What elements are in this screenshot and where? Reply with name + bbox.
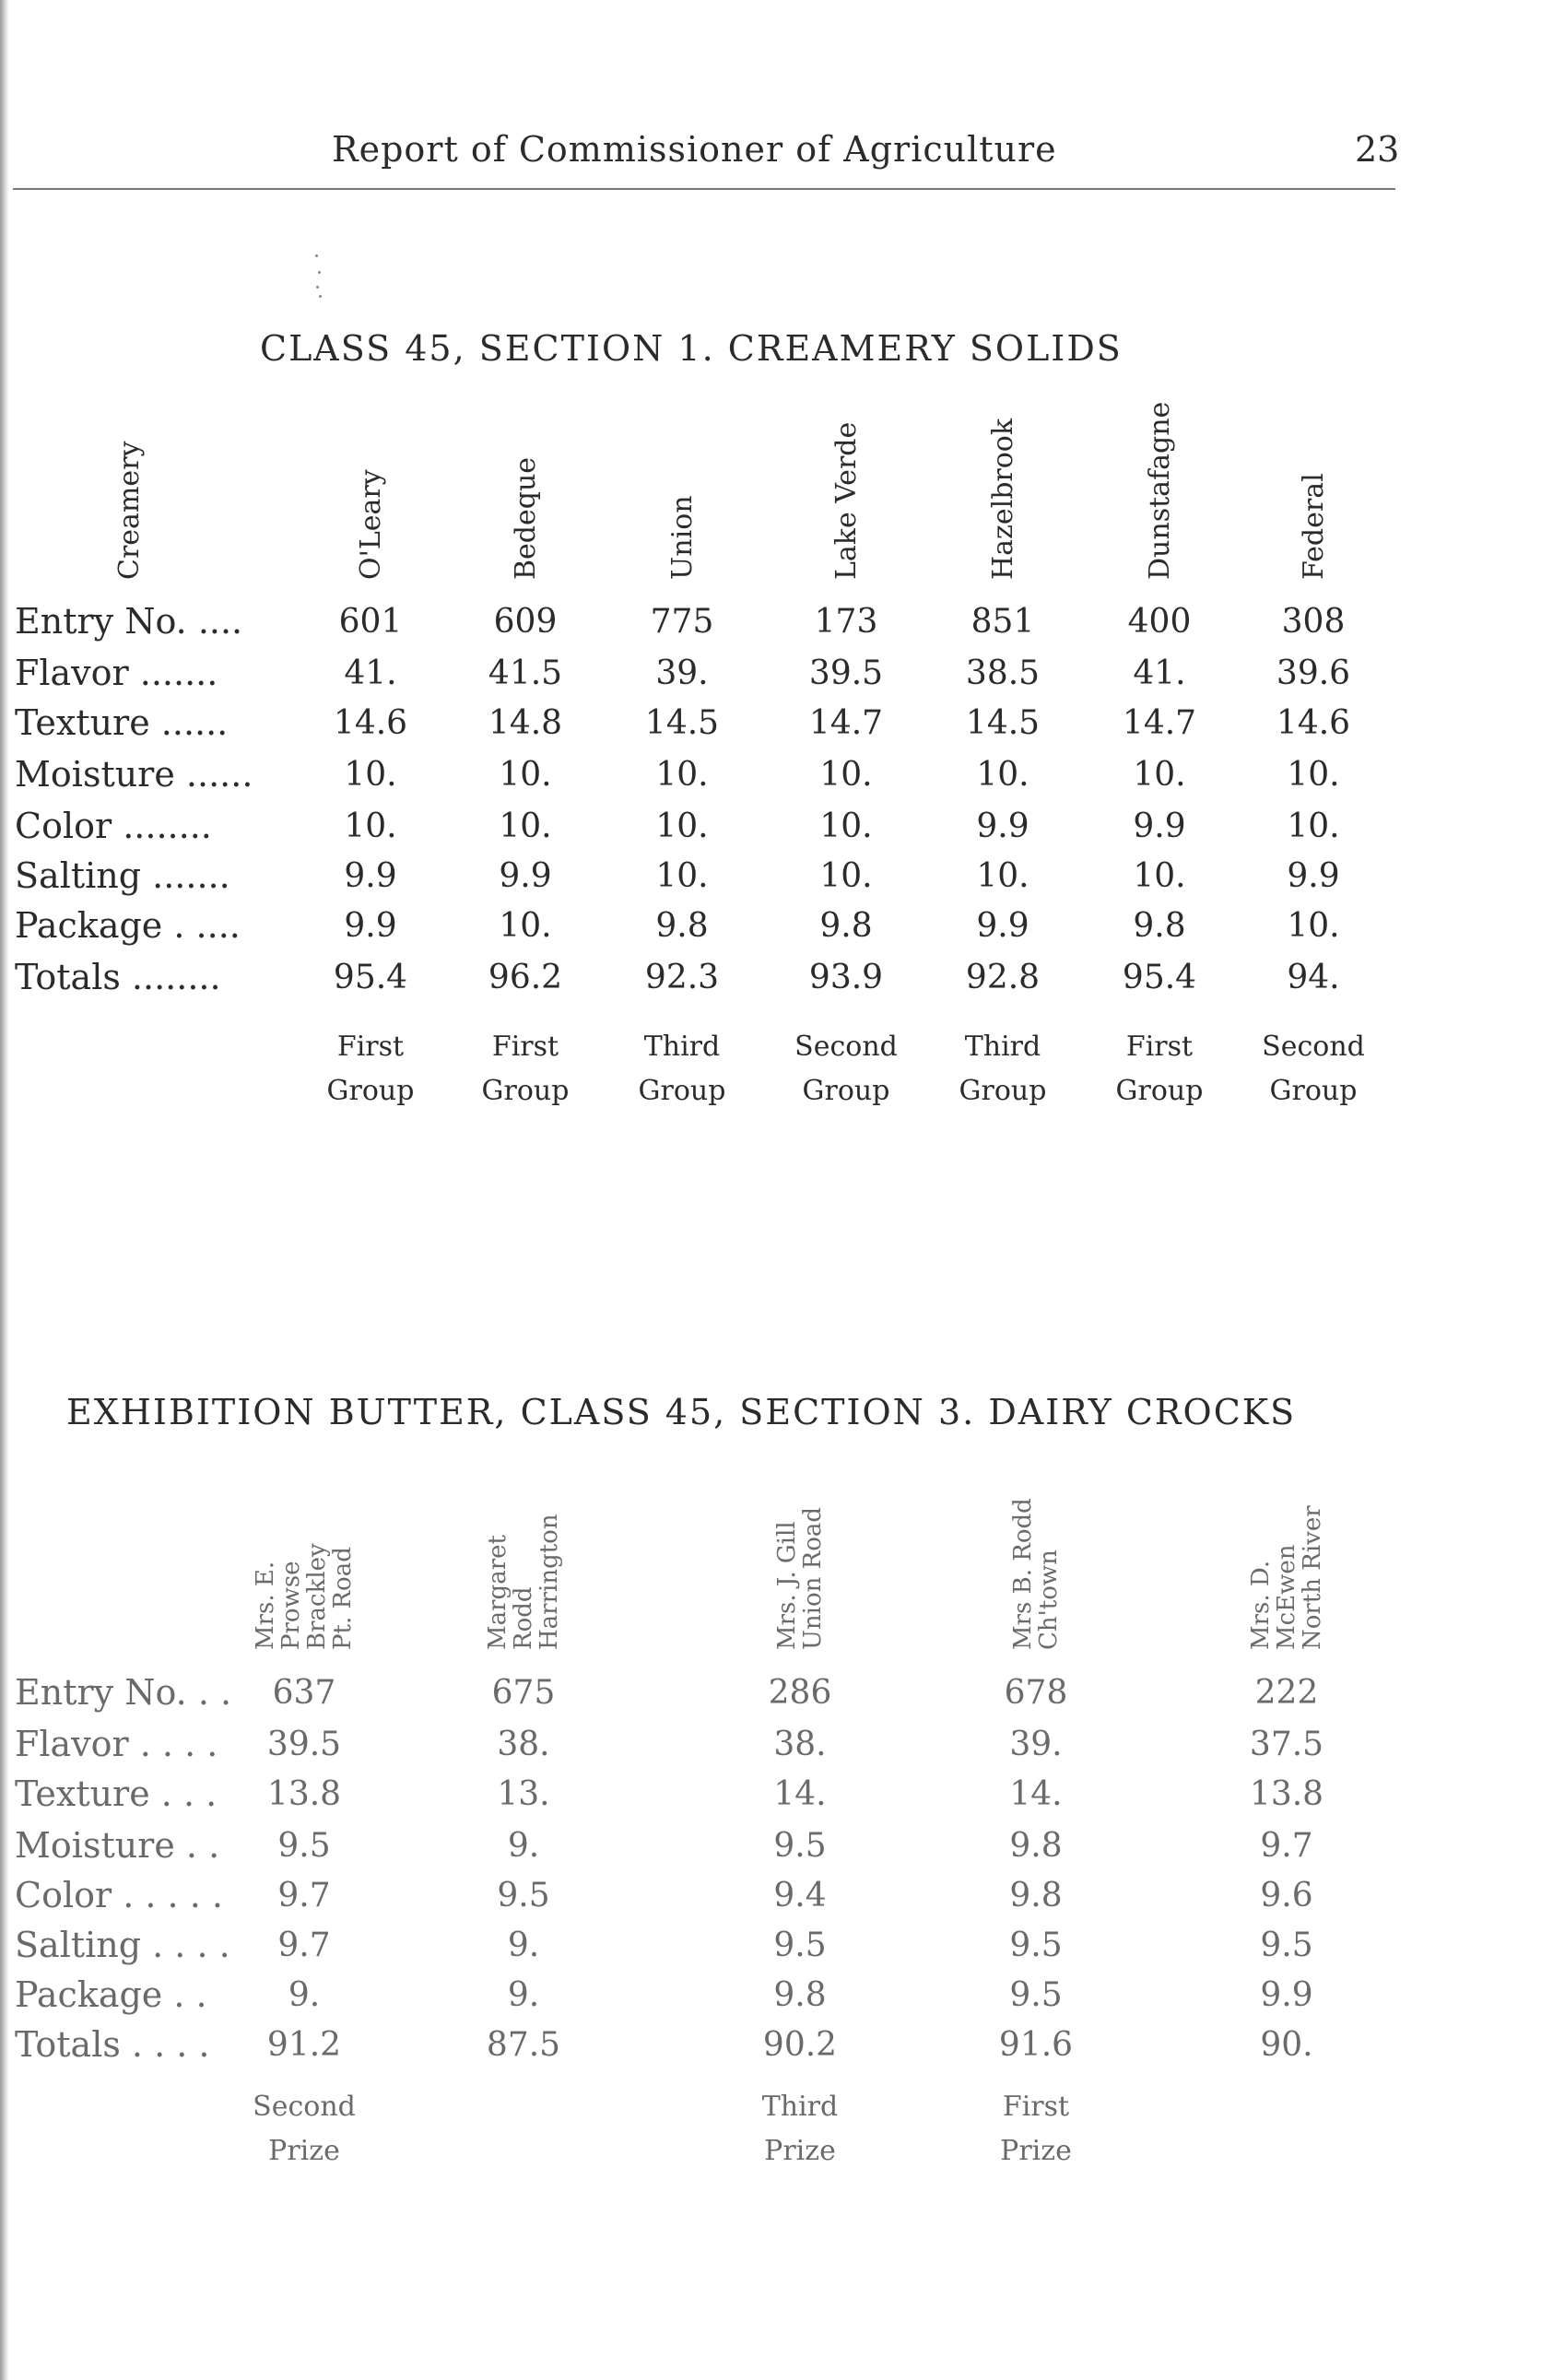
award-line1: Third xyxy=(964,1031,1041,1063)
table-cell: 38. xyxy=(773,1726,827,1763)
award-line1: First xyxy=(336,1031,405,1063)
row-label: Texture ...... xyxy=(15,702,229,743)
award-line1: First xyxy=(1002,2091,1070,2123)
table-cell: 10. xyxy=(976,857,1029,895)
table-cell: 10. xyxy=(655,807,709,845)
table-cell: 9.9 xyxy=(344,857,397,895)
column-header-o-leary: O'Leary xyxy=(355,469,387,580)
column-header-exhibitor xyxy=(253,1543,356,1650)
exhibitor-name-line: Harrington xyxy=(535,1514,563,1650)
table-cell: 9.8 xyxy=(773,1976,827,2014)
table-cell: 9.5 xyxy=(773,1827,827,1865)
table-cell: 9.8 xyxy=(819,907,873,945)
exhibitor-name-line: Prowse xyxy=(277,1561,305,1650)
award-line2: Prize xyxy=(764,2135,836,2167)
table-cell: 10. xyxy=(499,756,552,794)
award-label xyxy=(1000,2085,1072,2174)
award-line2: Prize xyxy=(1000,2135,1072,2167)
column-header-exhibitor xyxy=(485,1514,562,1650)
table-cell: 9.5 xyxy=(1009,1926,1063,1964)
award-line2: Prize xyxy=(268,2135,340,2167)
award-label xyxy=(1116,1025,1204,1113)
row-label: Entry No. . . xyxy=(15,1672,232,1713)
column-header-exhibitor xyxy=(1010,1498,1062,1650)
table-cell: 93.9 xyxy=(808,959,884,996)
award-label xyxy=(482,1025,570,1113)
table-cell: 13.8 xyxy=(1249,1775,1324,1813)
award-label xyxy=(794,1025,898,1113)
table-cell: 14.8 xyxy=(488,704,563,742)
award-label xyxy=(327,1025,415,1113)
table-cell: 609 xyxy=(493,603,558,641)
row-label: Salting . . . . xyxy=(15,1925,230,1965)
column-header-exhibitor xyxy=(1248,1505,1325,1650)
table-cell: 10. xyxy=(976,756,1029,794)
table-cell: 851 xyxy=(970,603,1035,641)
award-label xyxy=(253,2085,356,2174)
column-header-bedeque: Bedeque xyxy=(510,456,542,580)
exhibitor-name-line: North River xyxy=(1299,1505,1326,1650)
table-cell: 9.4 xyxy=(773,1877,827,1915)
table-cell: 14.7 xyxy=(1122,704,1197,742)
table-cell: 10. xyxy=(1287,907,1340,945)
table-cell: 95.4 xyxy=(1122,959,1197,996)
table-cell: 94. xyxy=(1287,959,1340,996)
table-cell: 14.6 xyxy=(1276,704,1351,742)
award-line2: Group xyxy=(326,1075,415,1107)
table-cell: 10. xyxy=(1133,756,1186,794)
table-cell: 10. xyxy=(655,857,709,895)
table-cell: 41. xyxy=(1133,654,1186,692)
exhibitor-name-line: Ch'town xyxy=(1035,1549,1063,1650)
table-cell: 637 xyxy=(272,1674,336,1712)
table-cell: 675 xyxy=(491,1674,556,1712)
header-rule xyxy=(13,188,1395,190)
table-cell: 10. xyxy=(1133,857,1186,895)
exhibitor-name-line: Mrs. E. xyxy=(252,1561,279,1650)
table-cell: 87.5 xyxy=(486,2026,561,2064)
running-head-title: Report of Commissioner of Agriculture xyxy=(332,129,1057,170)
award-line2: Group xyxy=(802,1075,890,1107)
table-cell: 308 xyxy=(1281,603,1346,641)
table-cell: 9.9 xyxy=(499,857,552,895)
exhibitor-name-line: Pt. Road xyxy=(329,1547,357,1650)
table-cell: 9.5 xyxy=(497,1877,550,1915)
table-cell: 9.7 xyxy=(277,1877,331,1915)
table-cell: 14.6 xyxy=(333,704,408,742)
table-cell: 41.5 xyxy=(488,654,563,692)
table-cell: 10. xyxy=(344,807,397,845)
column-header-lake-verde: Lake Verde xyxy=(830,421,863,580)
row-label: Moisture ...... xyxy=(15,754,253,795)
table-cell: 10. xyxy=(819,807,873,845)
table-cell: 9.5 xyxy=(1009,1976,1063,2014)
table-cell: 13. xyxy=(497,1775,550,1813)
row-label: Texture . . . xyxy=(15,1773,218,1814)
table-cell: 9.9 xyxy=(1133,807,1186,845)
table-cell: 95.4 xyxy=(333,959,408,996)
table-cell: 9.8 xyxy=(655,907,709,945)
header-creamery: Creamery xyxy=(113,441,146,580)
table-cell: 90.2 xyxy=(762,2026,838,2064)
table-cell: 14. xyxy=(1009,1775,1063,1813)
table-cell: 39.5 xyxy=(266,1726,342,1763)
row-label: Flavor ....... xyxy=(15,653,218,693)
award-label xyxy=(762,2085,838,2174)
award-line1: Third xyxy=(643,1031,721,1063)
table-cell: 9.8 xyxy=(1009,1827,1063,1865)
table-cell: 9.9 xyxy=(976,807,1029,845)
table-cell: 39. xyxy=(1009,1726,1063,1763)
table-cell: 10. xyxy=(1287,756,1340,794)
table-cell: 39. xyxy=(655,654,709,692)
table-cell: 39.6 xyxy=(1276,654,1351,692)
table-cell: 10. xyxy=(499,807,552,845)
table-cell: 9.5 xyxy=(1260,1926,1313,1964)
column-header-exhibitor xyxy=(774,1507,826,1650)
row-label: Color . . . . . xyxy=(15,1875,223,1915)
table-cell: 90. xyxy=(1260,2026,1313,2064)
column-header-dunstafagne: Dunstafagne xyxy=(1144,401,1176,580)
page-number: 23 xyxy=(1355,129,1400,170)
table-cell: 14.5 xyxy=(965,704,1041,742)
table-cell: 10. xyxy=(1287,807,1340,845)
table-cell: 9.7 xyxy=(1260,1827,1313,1865)
table-cell: 91.2 xyxy=(266,2026,342,2064)
table-cell: 37.5 xyxy=(1249,1726,1324,1763)
table-cell: 222 xyxy=(1254,1674,1319,1712)
table-cell: 9.9 xyxy=(1287,857,1340,895)
column-header-union: Union xyxy=(666,495,699,580)
row-label: Totals ........ xyxy=(15,957,221,997)
ink-specks xyxy=(312,251,324,302)
table-cell: 9.5 xyxy=(277,1827,331,1865)
table-cell: 9.9 xyxy=(976,907,1029,945)
exhibitor-name-line: McEwen xyxy=(1273,1544,1300,1650)
award-label xyxy=(959,1025,1047,1113)
row-label: Package . .... xyxy=(15,905,241,946)
exhibitor-name-line: Mrs. D. xyxy=(1247,1560,1275,1650)
award-line1: Second xyxy=(253,2091,356,2123)
page-edge-shadow xyxy=(0,0,9,2380)
row-label: Package . . xyxy=(15,1974,207,2015)
table-cell: 14. xyxy=(773,1775,827,1813)
table-cell: 400 xyxy=(1127,603,1192,641)
award-line1: First xyxy=(491,1031,559,1063)
table-cell: 9.5 xyxy=(773,1926,827,1964)
table-cell: 91.6 xyxy=(998,2026,1074,2064)
table-cell: 39.5 xyxy=(808,654,884,692)
table-cell: 10. xyxy=(819,756,873,794)
table-cell: 678 xyxy=(1004,1674,1068,1712)
award-line2: Group xyxy=(1115,1075,1204,1107)
section1-title: CLASS 45, SECTION 1. CREAMERY SOLIDS xyxy=(260,328,1123,369)
row-label: Flavor . . . . xyxy=(15,1724,218,1764)
table-cell: 14.7 xyxy=(808,704,884,742)
exhibitor-name-line: Mrs B. Rodd xyxy=(1009,1498,1037,1650)
table-cell: 9. xyxy=(507,1926,540,1964)
award-line2: Group xyxy=(638,1075,726,1107)
award-label xyxy=(639,1025,726,1113)
exhibitor-name-line: Union Road xyxy=(799,1506,827,1650)
exhibitor-name-line: Rodd xyxy=(510,1586,537,1650)
exhibitor-name-line: Brackley xyxy=(303,1543,331,1650)
table-cell: 9.8 xyxy=(1133,907,1186,945)
award-line1: Second xyxy=(794,1031,898,1063)
table-cell: 9. xyxy=(288,1976,321,2014)
table-cell: 96.2 xyxy=(488,959,563,996)
award-line1: Third xyxy=(761,2091,839,2123)
table-cell: 173 xyxy=(814,603,878,641)
table-cell: 9.9 xyxy=(1260,1976,1313,2014)
row-label: Entry No. .... xyxy=(15,601,243,642)
table-cell: 38. xyxy=(497,1726,550,1763)
award-line2: Group xyxy=(1269,1075,1358,1107)
exhibitor-name-line: Mrs. J. Gill xyxy=(773,1521,801,1650)
table-cell: 10. xyxy=(499,907,552,945)
table-cell: 9.8 xyxy=(1009,1877,1063,1915)
table-cell: 9.7 xyxy=(277,1926,331,1964)
column-header-hazelbrook: Hazelbrook xyxy=(987,418,1019,580)
award-line2: Group xyxy=(481,1075,570,1107)
award-label xyxy=(1262,1025,1365,1113)
row-label: Color ........ xyxy=(15,806,212,846)
table-cell: 10. xyxy=(819,857,873,895)
row-label: Moisture . . xyxy=(15,1825,220,1866)
table-cell: 92.8 xyxy=(965,959,1041,996)
table-cell: 601 xyxy=(338,603,403,641)
table-cell: 13.8 xyxy=(266,1775,342,1813)
table-cell: 10. xyxy=(344,756,397,794)
table-cell: 9.9 xyxy=(344,907,397,945)
table-cell: 38.5 xyxy=(965,654,1041,692)
table-cell: 9. xyxy=(507,1827,540,1865)
table-cell: 775 xyxy=(650,603,714,641)
table-cell: 286 xyxy=(768,1674,832,1712)
table-cell: 14.5 xyxy=(644,704,720,742)
table-cell: 10. xyxy=(655,756,709,794)
column-header-federal: Federal xyxy=(1298,473,1330,580)
table-cell: 41. xyxy=(344,654,397,692)
row-label: Salting ....... xyxy=(15,855,230,896)
section3-title: EXHIBITION BUTTER, CLASS 45, SECTION 3. DAIRY CROCKS xyxy=(66,1392,1297,1432)
exhibitor-name-line: Margaret xyxy=(484,1535,512,1650)
table-cell: 9.6 xyxy=(1260,1877,1313,1915)
award-line2: Group xyxy=(959,1075,1047,1107)
award-line1: First xyxy=(1125,1031,1194,1063)
row-label: Totals . . . . xyxy=(15,2024,210,2065)
award-line1: Second xyxy=(1262,1031,1365,1063)
table-cell: 9. xyxy=(507,1976,540,2014)
table-cell: 92.3 xyxy=(644,959,720,996)
